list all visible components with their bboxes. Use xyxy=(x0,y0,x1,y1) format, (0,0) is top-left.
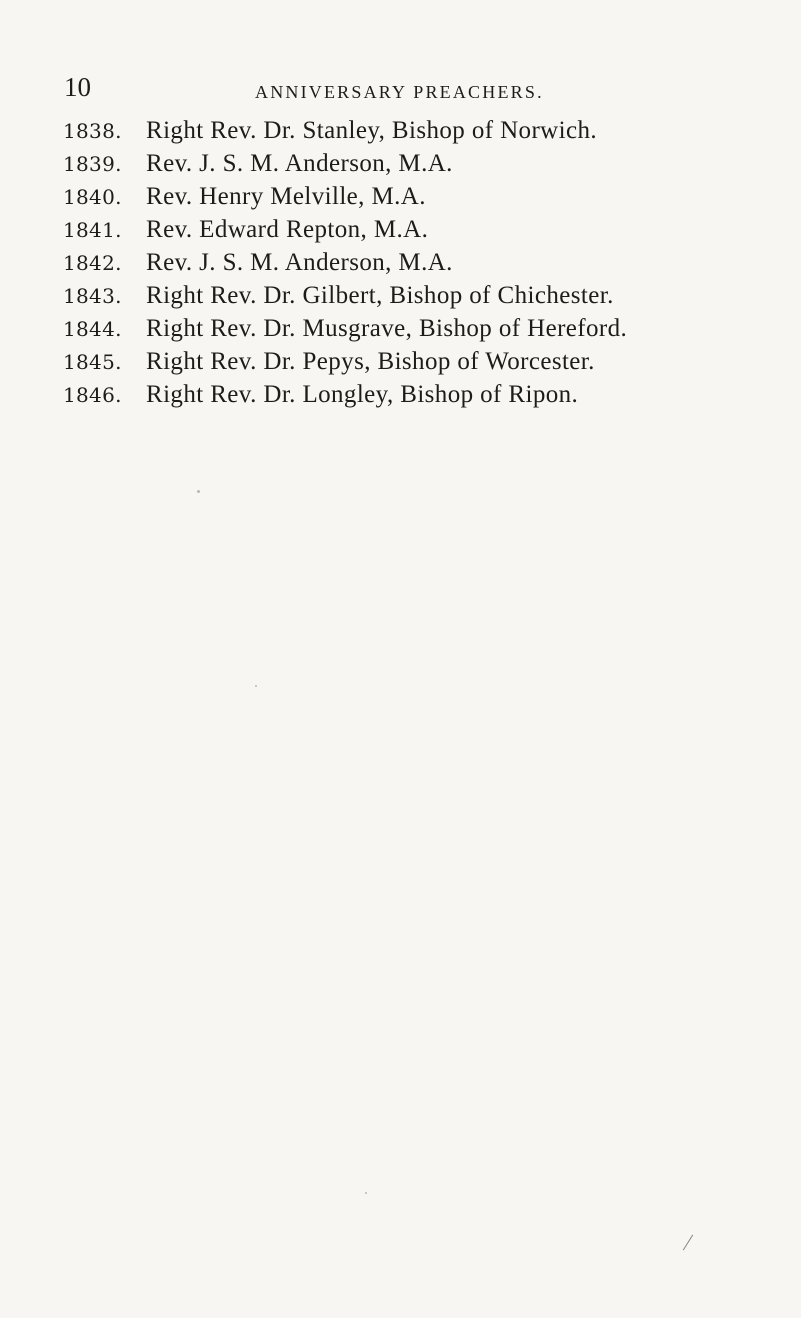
entry-year: 1846. xyxy=(63,383,122,407)
entry-preacher: Rev. J. S. M. Anderson, M.A. xyxy=(146,249,453,276)
preacher-entry xyxy=(63,279,763,312)
entry-year: 1841. xyxy=(63,218,122,242)
entry-year: 1844. xyxy=(63,317,122,341)
preacher-entry xyxy=(63,345,763,378)
entry-year: 1845. xyxy=(63,350,122,374)
preacher-entry xyxy=(63,312,763,345)
paper-speck xyxy=(197,490,200,493)
preacher-entry xyxy=(63,180,763,213)
entry-preacher: Right Rev. Dr. Musgrave, Bishop of Hereford. xyxy=(146,315,628,342)
paper-speck xyxy=(255,685,257,687)
preacher-entry xyxy=(63,114,763,147)
entry-year: 1840. xyxy=(63,185,122,209)
entry-preacher: Rev. J. S. M. Anderson, M.A. xyxy=(146,150,453,177)
paper-speck xyxy=(365,1192,367,1194)
entry-year: 1843. xyxy=(63,284,122,308)
entry-year: 1839. xyxy=(63,152,122,176)
entry-preacher: Rev. Edward Repton, M.A. xyxy=(146,216,429,243)
entry-preacher: Right Rev. Dr. Pepys, Bishop of Worcester. xyxy=(146,348,595,375)
page-number: 10 xyxy=(64,72,91,102)
running-head-title: ANNIVERSARY PREACHERS. xyxy=(255,82,544,102)
entry-year: 1838. xyxy=(63,119,122,143)
preacher-entry xyxy=(63,213,763,246)
entry-year: 1842. xyxy=(63,251,122,275)
preacher-entry xyxy=(63,378,763,411)
paper-mark xyxy=(683,1235,693,1251)
entry-preacher: Right Rev. Dr. Longley, Bishop of Ripon. xyxy=(146,381,579,408)
entry-preacher: Right Rev. Dr. Stanley, Bishop of Norwich. xyxy=(146,117,598,144)
preacher-entry xyxy=(63,246,763,279)
preacher-entry xyxy=(63,147,763,180)
entry-preacher: Right Rev. Dr. Gilbert, Bishop of Chichester. xyxy=(146,282,614,309)
anniversary-preachers-list xyxy=(63,114,763,411)
entry-preacher: Rev. Henry Melville, M.A. xyxy=(146,183,426,210)
